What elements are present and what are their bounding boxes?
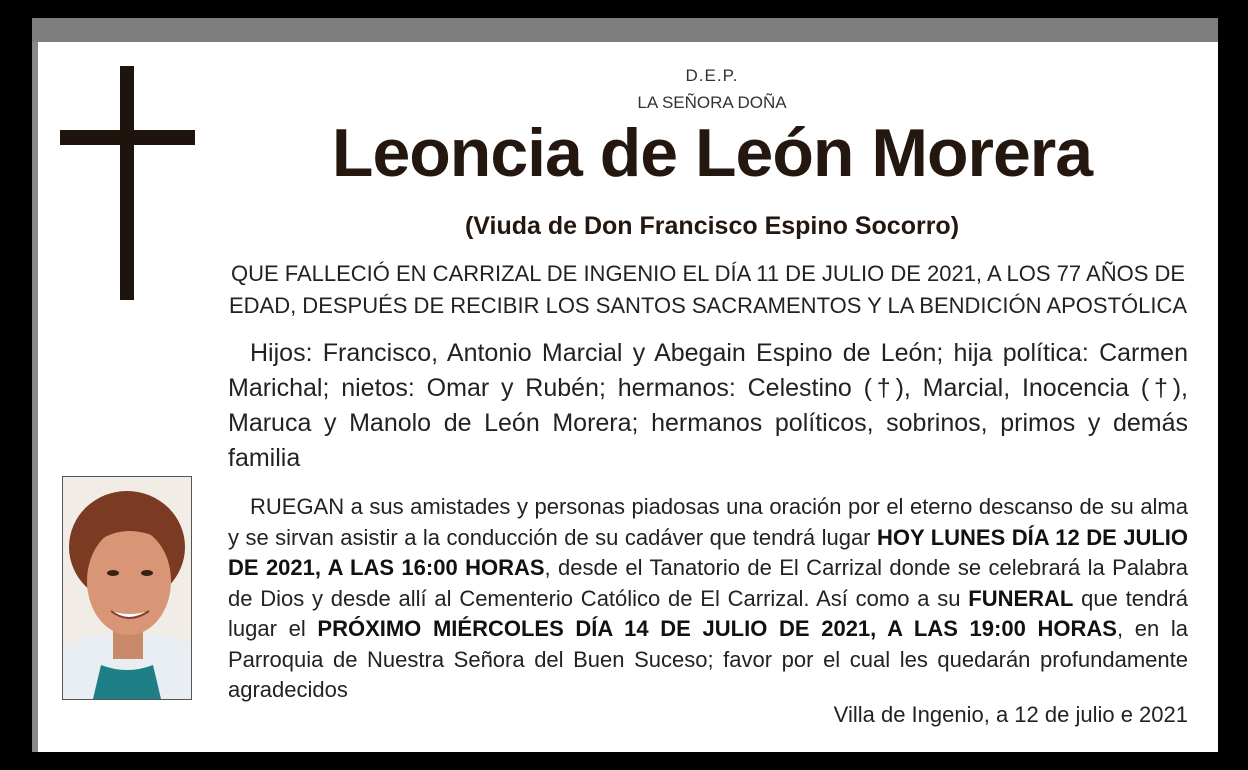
dep-label: D.E.P. [685,66,739,85]
top-bar [32,18,1218,42]
request-text-4: , en la Parroquia de Nuestra Señora del Buen Suceso; favor por el cual les quedarán profundamente agradecidos [228,616,1188,702]
request-bold-3: PRÓXIMO MIÉRCOLES DÍA 14 DE JULIO DE 2021, A LAS 19:00 HORAS [317,616,1117,641]
request-bold-1: HOY LUNES DÍA 12 DE JULIO DE 2021, A LAS 16:00 HORAS [228,524,1189,580]
cross-vertical [120,66,134,300]
family-paragraph: Hijos: Francisco, Antonio Marcial y Abegain Espino de León; hija política: Carmen Marichal; nietos: Omar y Rubén; hermanos: Celestino (†), Marcial, Inocencia (†), Maruca y Manolo de León Morera; hermanos políticos, sobrinos, primos y demás familia [228,339,1188,472]
request-text-3: que tendrá lugar el [228,585,1188,641]
death-notice: QUE FALLECIÓ EN CARRIZAL DE INGENIO EL DÍA 11 DE JULIO DE 2021, A LOS 77 AÑOS DE EDAD, DESPUÉS DE RECIBIR LOS SANTOS SACRAMENTOS Y LA BENDICIÓN APOSTÓLICA [228,261,1188,318]
request-text-2: , desde el Tanatorio de El Carrizal donde se celebrará la Palabra de Dios y desde allí al Cementerio Católico de El Carrizal. Así como a su [228,555,1188,611]
left-border [32,42,38,752]
request-text-1: RUEGAN a sus amistades y personas piadosas una oración por el eterno descanso de su alma y se sirvan asistir a la conducción de su cadáver que tendrá lugar [228,494,1188,550]
place-date: Villa de Ingenio, a 12 de julio e 2021 [833,702,1188,727]
request-paragraph [228,492,1188,706]
title-prefix: LA SEÑORA DOÑA [637,93,787,112]
request-bold-2: FUNERAL [968,585,1074,611]
deceased-name: Leoncia de León Morera [331,115,1093,191]
cross-horizontal [60,130,195,145]
widow-of: (Viuda de Don Francisco Espino Socorro) [464,212,960,240]
portrait-photo [62,476,192,700]
obituary-card [32,18,1218,752]
